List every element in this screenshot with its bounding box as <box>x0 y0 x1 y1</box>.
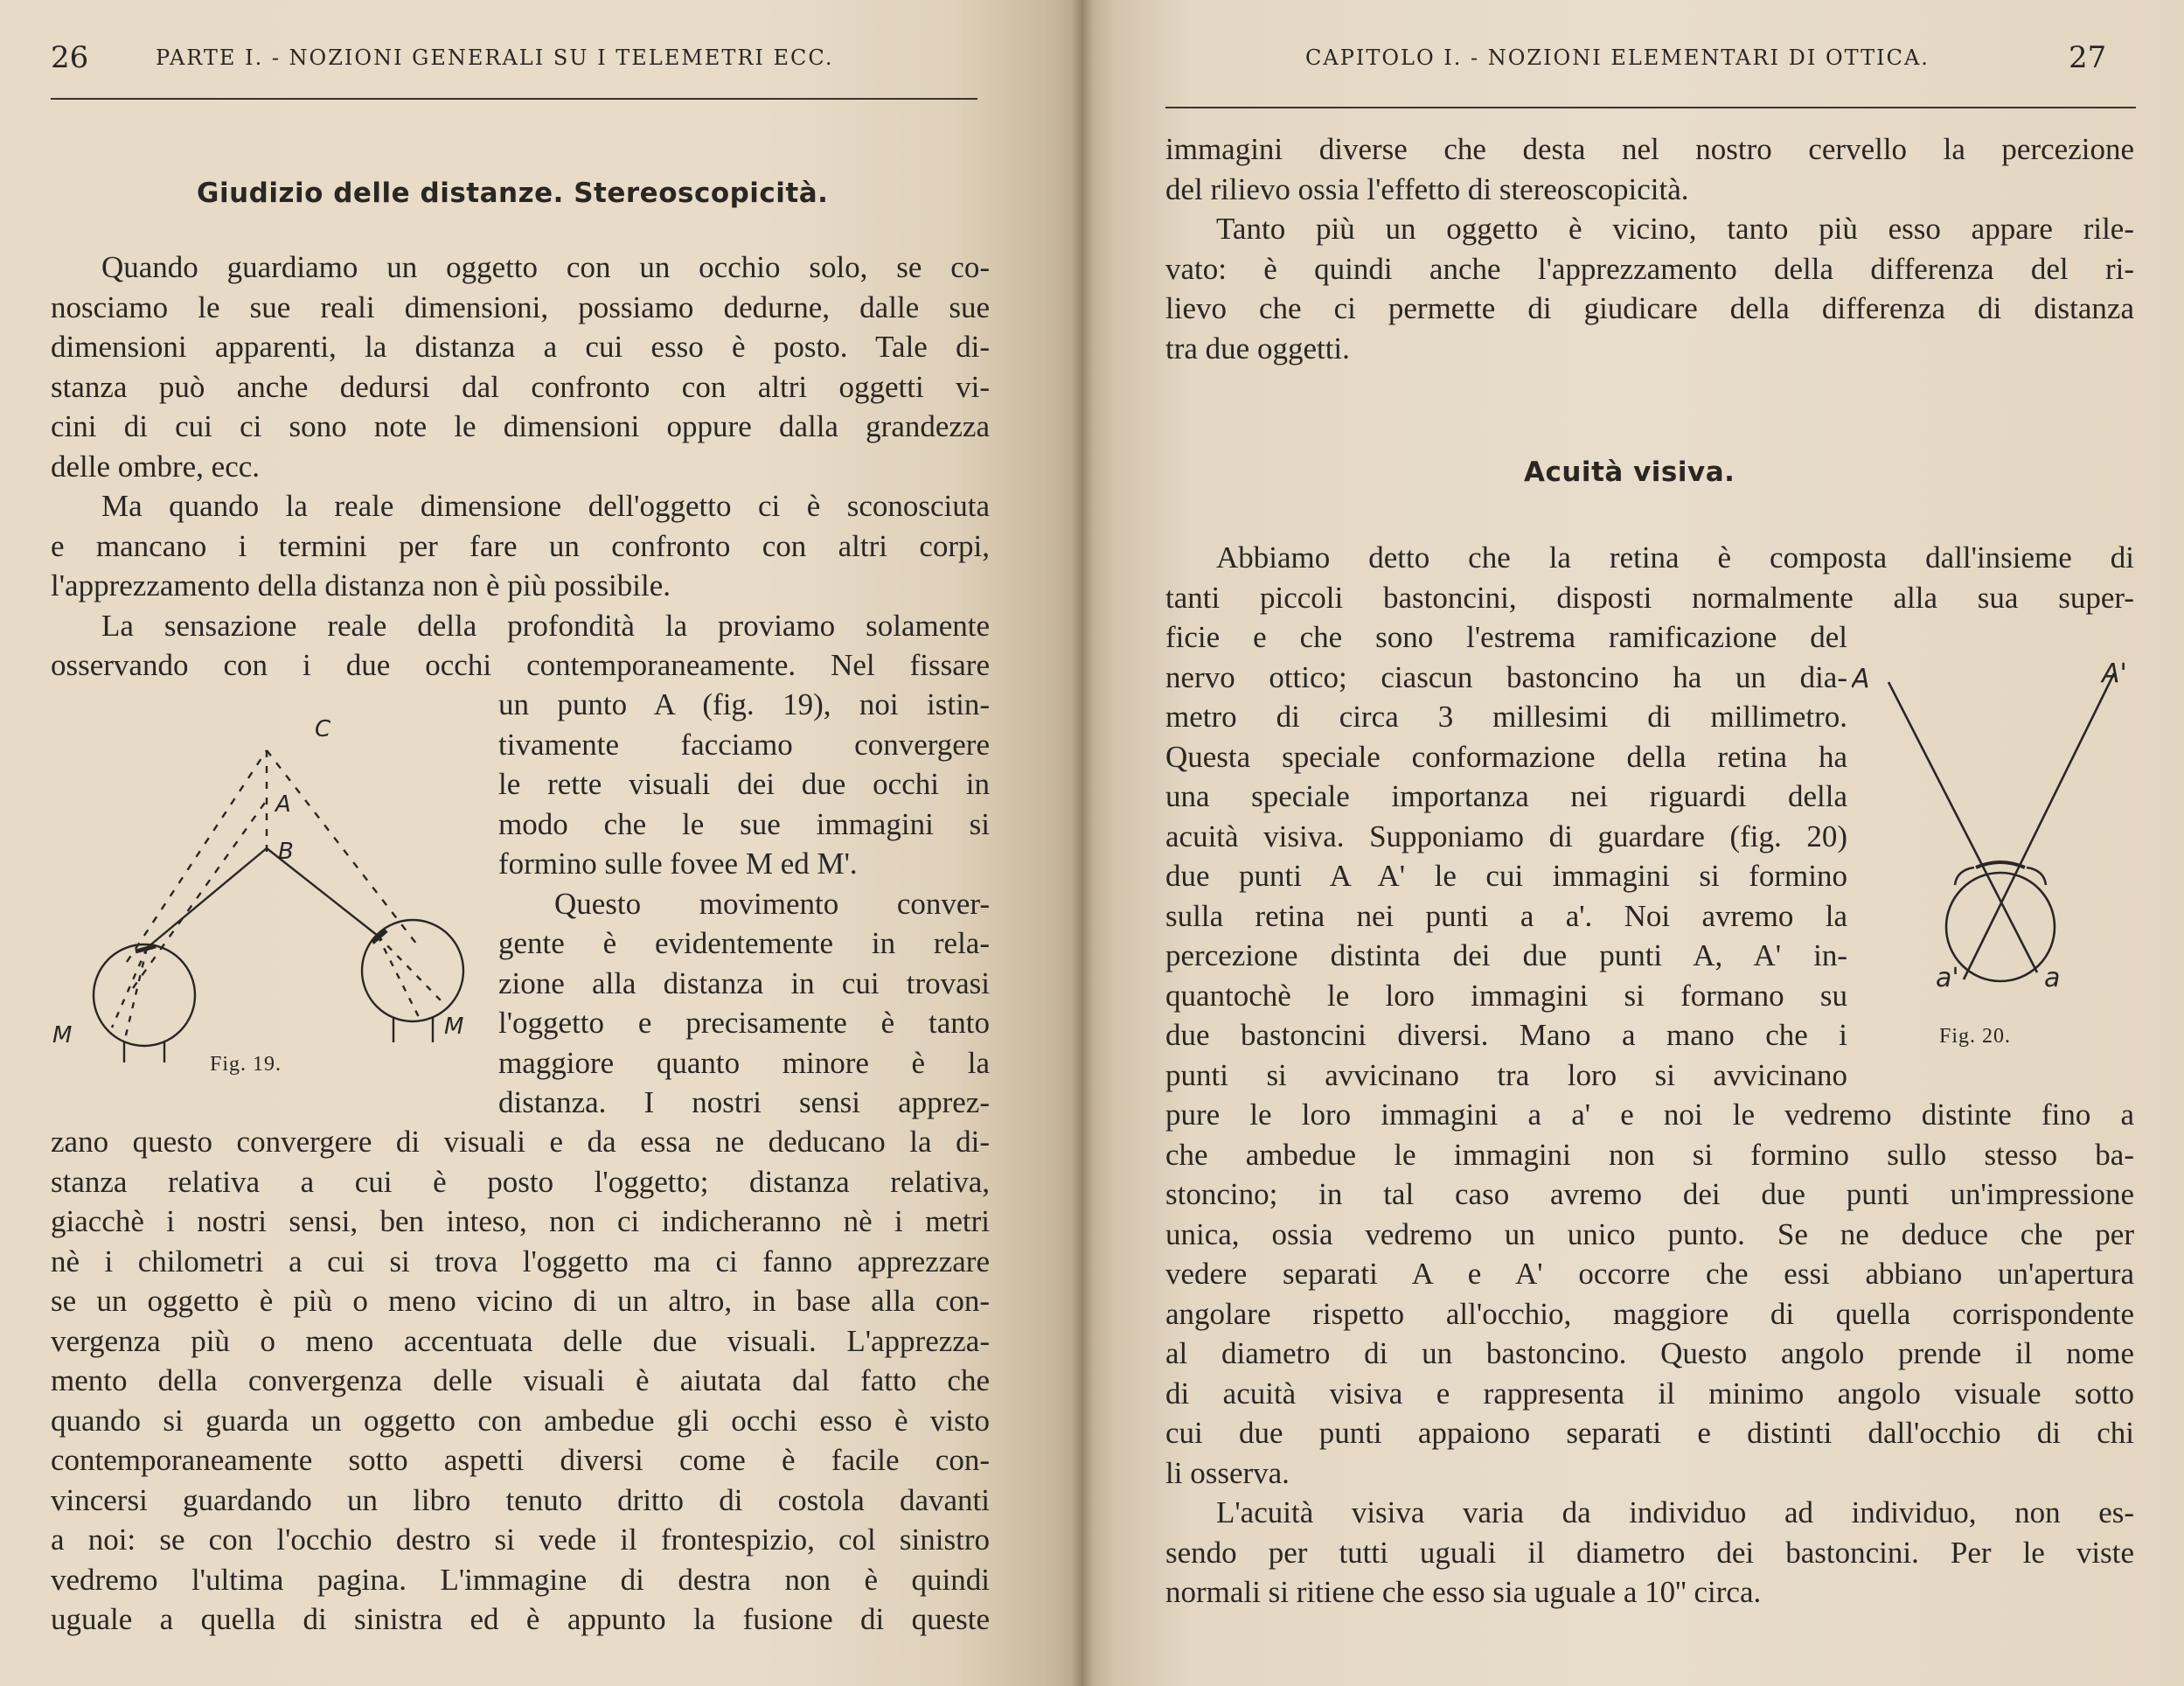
text-line: Tanto più un oggetto è vicino, tanto più esso appare rile- <box>1216 212 2134 246</box>
text-line: nervo ottico; ciascun bastoncino ha un dia- <box>1165 659 1847 694</box>
text-line: ficie e che sono l'estrema ramificazione del <box>1165 620 1847 654</box>
section-title-stereoscopy: Giudizio delle distanze. Stereoscopicità. <box>197 178 829 209</box>
text-line: vedremo l'ultima pagina. L'immagine di destra non è quindi <box>51 1562 990 1597</box>
text-line: angolare rispetto all'occhio, maggiore di quella corrispondente <box>1165 1296 2134 1331</box>
text-line: zano questo convergere di visuali e da essa ne deducano la di- <box>51 1125 990 1159</box>
text-line: uguale a quella di sinistra ed è appunto la fusione di queste <box>51 1602 990 1636</box>
fig19-label-a: A <box>275 791 291 818</box>
figure-20-caption: Fig. 20. <box>1939 1025 2012 1048</box>
text-line: stoncino; in tal caso avremo dei due punti un'impressione <box>1165 1177 2134 1211</box>
text-line: quando si guarda un oggetto con ambedue gli occhi esso è visto <box>51 1403 990 1438</box>
right-text-bottom <box>1165 1095 2134 1613</box>
text-line: vergenza più o meno accentuata delle due visuali. L'apprezza- <box>51 1323 990 1358</box>
text-line: contemporaneamente sotto aspetti diversi come è facile con- <box>51 1443 990 1477</box>
text-line: dimensioni apparenti, la distanza a cui esso è posto. Tale di- <box>51 330 990 364</box>
text-line: tivamente facciamo convergere <box>498 727 990 762</box>
text-line: La sensazione reale della profondità la proviamo solamente <box>101 608 990 643</box>
text-line: l'apprezzamento della distanza non è più possibile. <box>51 568 671 603</box>
text-line: l'oggetto e precisamente è tanto <box>498 1006 990 1040</box>
text-line: nosciamo le sue reali dimensioni, possiamo dedurne, dalle sue <box>51 289 990 324</box>
fig20-label-a-small: a <box>2044 963 2061 993</box>
page-number-left: 26 <box>51 40 89 75</box>
figure-19-diagram <box>52 717 490 1067</box>
text-line: vato: è quindi anche l'apprezzamento della differenza del ri- <box>1165 251 2134 286</box>
fig20-label-a-prime: A' <box>2102 658 2127 689</box>
fig19-label-b: B <box>278 839 294 865</box>
fig20-label-a: A <box>1852 664 1870 694</box>
right-text-top <box>1165 129 2134 368</box>
text-line: mento della convergenza delle visuali è aiutata dal fatto che <box>51 1363 990 1397</box>
figure-19-caption: Fig. 19. <box>210 1053 282 1076</box>
left-text-top <box>51 247 990 686</box>
fig19-label-c: C <box>315 717 331 742</box>
ray-a-prime <box>1964 673 2114 979</box>
text-line: Quando guardiamo un oggetto con un occhio solo, se co- <box>101 250 990 284</box>
text-line: Abbiamo detto che la retina è composta dall'insieme di <box>1216 540 2134 575</box>
text-line: quantochè le loro immagini si formano su <box>1165 978 1847 1013</box>
right-page <box>1082 0 2184 1686</box>
left-text-bottom <box>51 1122 990 1640</box>
text-line: Ma quando la reale dimensione dell'oggetto ci è sconosciuta <box>101 489 990 523</box>
text-line: metro di circa 3 millesimi di millimetro. <box>1165 700 1847 734</box>
left-text-wrap <box>498 685 990 1123</box>
text-line: modo che le sue immagini si <box>498 806 990 841</box>
text-line: li osserva. <box>1165 1455 1290 1490</box>
text-line: cini di cui ci sono note le dimensioni oppure dalla grandezza <box>51 409 990 443</box>
fig19-label-m-right: M <box>444 1014 464 1040</box>
text-line: pure le loro immagini a a' e noi le vedremo distinte fino a <box>1165 1097 2134 1132</box>
right-text-wrap <box>1165 617 1847 1095</box>
text-line: nè i chilometri a cui si trova l'oggetto ma ci fanno apprezzare <box>51 1244 990 1278</box>
text-line: distanza. I nostri sensi apprez- <box>498 1085 990 1119</box>
text-line: una speciale importanza nei riguardi della <box>1165 779 1847 813</box>
text-line: delle ombre, ecc. <box>51 449 261 484</box>
text-line: del rilievo ossia l'effetto di stereoscopicità. <box>1165 171 1689 206</box>
text-line: osservando con i due occhi contemporaneamente. Nel fissare <box>51 648 990 682</box>
text-line: se un oggetto è più o meno vicino di un altro, in base alla con- <box>51 1284 990 1318</box>
text-line: a noi: se con l'occhio destro si vede il frontespizio, col sinistro <box>51 1522 990 1557</box>
text-line: gente è evidentemente in rela- <box>498 926 990 960</box>
header-rule-right <box>1165 107 2136 108</box>
text-line: due punti A A' le cui immagini si formino <box>1165 859 1847 893</box>
text-line: formino sulle fovee M ed M'. <box>498 846 858 881</box>
running-head-left: PARTE I. - NOZIONI GENERALI SU I TELEMETRI ECC. <box>156 45 834 70</box>
figure-20-diagram <box>1852 647 2140 1014</box>
text-line: tra due oggetti. <box>1165 331 1350 366</box>
text-line: stanza può anche dedursi dal confronto con altri oggetti vi- <box>51 369 990 404</box>
text-line: giacchè i nostri sensi, ben inteso, non ci indicheranno nè i metri <box>51 1204 990 1238</box>
text-line: percezione distinta dei due punti A, A' in- <box>1165 938 1847 972</box>
text-line: zione alla distanza in cui trovasi <box>498 965 990 1000</box>
text-line: normali si ritiene che esso sia uguale a 10'' circa. <box>1165 1575 1762 1609</box>
ray-a <box>1888 682 2037 972</box>
text-line: Questo movimento conver- <box>554 886 990 921</box>
text-line: tanti piccoli bastoncini, disposti normalmente alla sua super- <box>1165 580 2134 615</box>
text-line: cui due punti appaiono separati e distinti dall'occhio di chi <box>1165 1416 2134 1450</box>
right-text-full <box>1165 538 2134 617</box>
text-line: al diametro di un bastoncino. Questo angolo prende il nome <box>1165 1336 2134 1370</box>
text-line: che ambedue le immagini non si formino sullo stesso ba- <box>1165 1137 2134 1172</box>
page-number-right: 27 <box>2069 40 2107 75</box>
text-line: L'acuità visiva varia da individuo ad individuo, non es- <box>1216 1495 2134 1529</box>
text-line: punti si avvicinano tra loro si avvicinano <box>1165 1057 1847 1092</box>
text-line: e mancano i termini per fare un confronto con altri corpi, <box>51 528 990 563</box>
left-eye-circle <box>94 944 195 1046</box>
text-line: sulla retina nei punti a a'. Noi avremo la <box>1165 898 1847 933</box>
running-head-right: CAPITOLO I. - NOZIONI ELEMENTARI DI OTTICA. <box>1305 45 1930 70</box>
text-line: vincersi guardando un libro tenuto dritto di costola davanti <box>51 1482 990 1517</box>
fig19-label-m-left: M <box>52 1022 73 1049</box>
section-title-visual-acuity: Acuità visiva. <box>1524 456 1735 488</box>
visual-line-left <box>147 848 267 948</box>
eye-circle <box>1946 873 2055 981</box>
fig20-label-a-small-prime: a' <box>1936 963 1959 993</box>
header-rule-left <box>51 98 977 100</box>
text-line: stanza relativa a cui è posto l'oggetto; distanza relativa, <box>51 1164 990 1199</box>
text-line: acuità visiva. Supponiamo di guardare (fig. 20) <box>1165 819 1847 853</box>
text-line: lievo che ci permette di giudicare della differenza di distanza <box>1165 291 2134 325</box>
text-line: unica, ossia vedremo un unico punto. Se ne deduce che per <box>1165 1216 2134 1251</box>
book-gutter <box>1072 0 1093 1686</box>
text-line: vedere separati A e A' occorre che essi abbiano un'apertura <box>1165 1257 2134 1291</box>
text-line: di acuità visiva e rappresenta il minimo angolo visuale sotto <box>1165 1376 2134 1411</box>
text-line: Questa speciale conformazione della retina ha <box>1165 739 1847 774</box>
left-page <box>0 0 1082 1686</box>
text-line: le rette visuali dei due occhi in <box>498 767 990 801</box>
text-line: maggiore quanto minore è la <box>498 1045 990 1080</box>
text-line: un punto A (fig. 19), noi istin- <box>498 687 990 721</box>
text-line: sendo per tutti uguali il diametro dei bastoncini. Per le viste <box>1165 1535 2134 1570</box>
text-line: immagini diverse che desta nel nostro cervello la percezione <box>1165 132 2134 166</box>
text-line: due bastoncini diversi. Mano a mano che i <box>1165 1018 1847 1052</box>
